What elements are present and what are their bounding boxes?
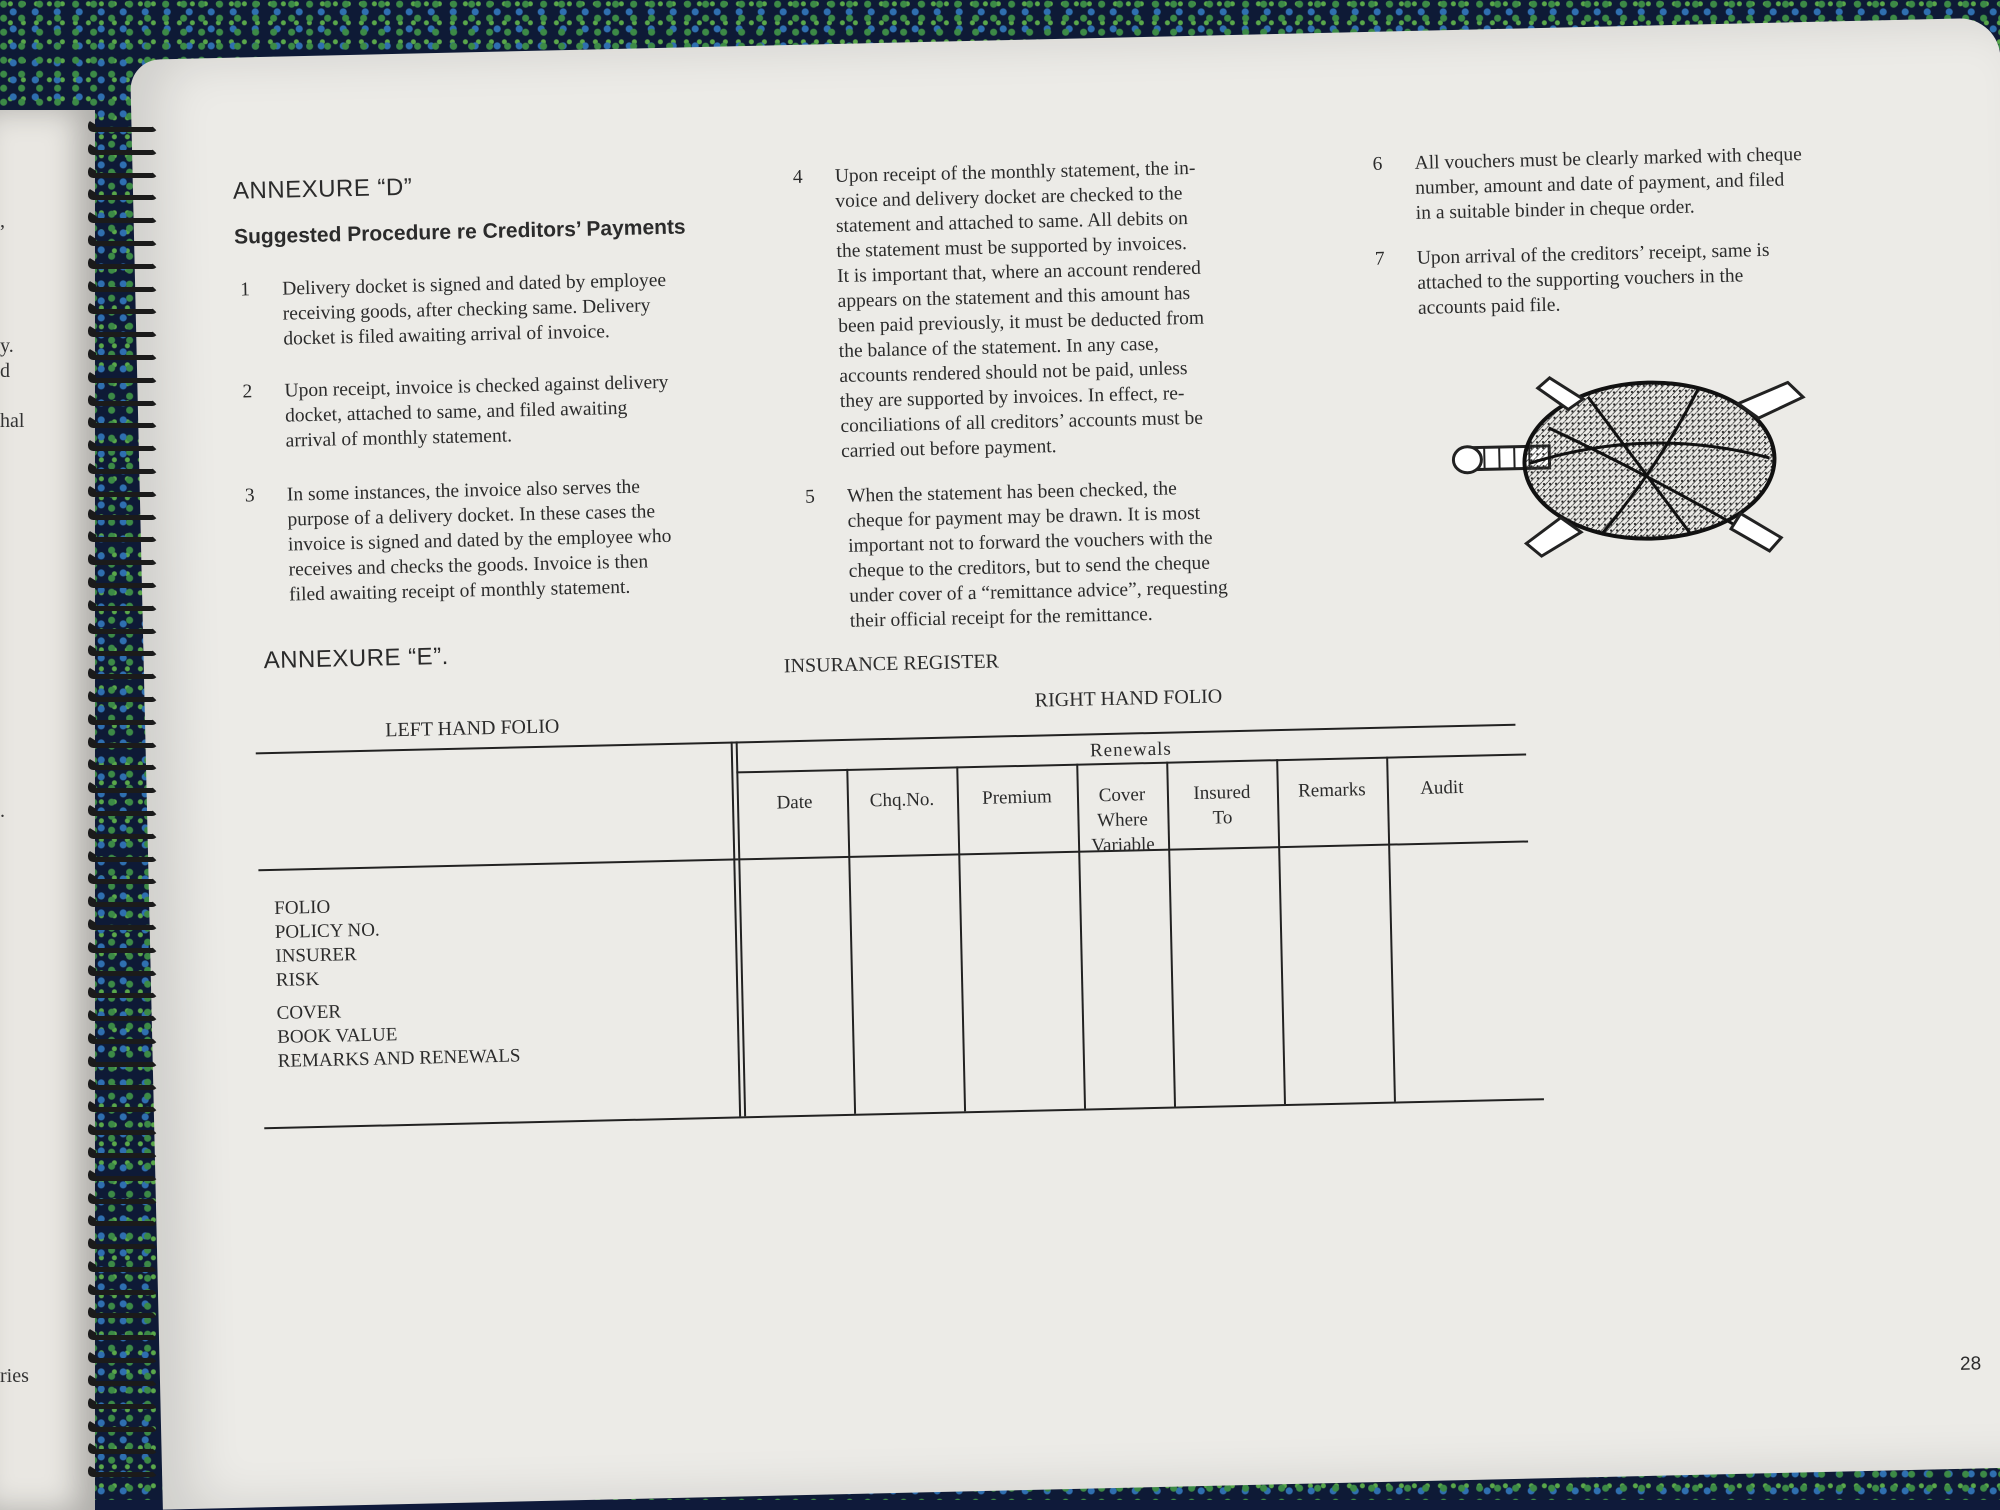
spiral-coil: [88, 1237, 158, 1249]
book-page: [130, 18, 2000, 1510]
column-divider: [1276, 759, 1286, 1104]
column-header-insured-to: [1167, 779, 1278, 831]
step-text-line: been paid previously, it must be deducted from: [838, 306, 1204, 339]
step-text-line: conciliations of all creditors’ accounts must be: [840, 406, 1206, 439]
spiral-coil: [88, 1328, 158, 1340]
spiral-coil: [88, 120, 158, 132]
step-text: [282, 268, 668, 352]
spiral-coil: [88, 941, 158, 953]
spiral-coil: [88, 895, 158, 907]
step-text-line: filed awaiting receipt of monthly statement.: [289, 574, 673, 608]
spiral-coil: [88, 781, 158, 793]
spiral-coil: [88, 1009, 158, 1021]
step-number: 3: [245, 483, 255, 508]
spiral-coil: [88, 872, 158, 884]
spiral-coil: [88, 599, 158, 611]
spiral-coil: [88, 690, 158, 702]
spiral-coil: [88, 166, 158, 178]
spiral-coil: [88, 1214, 158, 1226]
column-header-line: Cover: [1077, 782, 1168, 809]
step-number: 2: [242, 379, 252, 404]
procedure-step: [245, 471, 785, 483]
spiral-coil: [88, 325, 158, 337]
column-header-line: To: [1167, 804, 1278, 831]
spiral-coil: [88, 371, 158, 383]
column-header-remarks: [1277, 777, 1388, 804]
spiral-coil: [88, 1306, 158, 1318]
step-text-line: Upon receipt, invoice is checked against delivery: [284, 370, 668, 404]
left-folio-fields: [276, 996, 520, 1073]
spiral-coil: [88, 736, 158, 748]
column-header-line: Variable: [1078, 832, 1169, 859]
step-number: 4: [793, 165, 803, 190]
spiral-coil: [88, 1032, 158, 1044]
spiral-coil: [88, 758, 158, 770]
step-text-line: accounts rendered should not be paid, unless: [839, 356, 1205, 389]
step-text-line: attached to the supporting vouchers in the: [1417, 263, 1770, 296]
spiral-coil: [88, 348, 158, 360]
step-text-line: All vouchers must be clearly marked with cheque: [1414, 142, 1802, 176]
step-text-line: under cover of a “remittance advice”, requesting: [849, 575, 1228, 609]
step-text-line: docket, attached to same, and filed awaiting: [285, 395, 669, 429]
folio-field-label: FOLIO: [274, 895, 379, 921]
spiral-binding: [88, 120, 168, 1500]
annexure-d-title: ANNEXURE “D”: [233, 174, 413, 206]
step-number: 5: [805, 485, 815, 510]
spiral-coil: [88, 416, 158, 428]
step-text-line: Upon arrival of the creditors’ receipt, same is: [1417, 238, 1770, 271]
spiral-coil: [88, 1146, 158, 1158]
column-header-premium: [957, 784, 1078, 812]
spiral-coil: [88, 1192, 158, 1204]
spiral-coil: [88, 530, 158, 542]
step-text-line: receiving goods, after checking same. Delivery: [283, 293, 667, 327]
spiral-coil: [88, 485, 158, 497]
step-text-line: appears on the statement and this amount has: [837, 281, 1203, 314]
procedure-step: [242, 368, 762, 380]
column-header-chq-no: [847, 786, 958, 813]
column-header-line: Audit: [1387, 774, 1498, 801]
step-text-line: When the statement has been checked, the: [847, 475, 1226, 509]
spiral-coil: [88, 1442, 158, 1454]
spiral-coil: [88, 644, 158, 656]
facing-page-fragment: ,: [0, 210, 5, 233]
spiral-coil: [88, 1100, 158, 1112]
column-header-line: Where: [1077, 807, 1168, 834]
step-text-line: accounts paid file.: [1418, 288, 1771, 321]
step-text: [1414, 142, 1803, 226]
step-text-line: docket is filed awaiting arrival of invoice.: [283, 318, 667, 352]
spiral-coil: [88, 1123, 158, 1135]
left-folio-rule: [258, 858, 738, 871]
spiral-coil: [88, 1420, 158, 1432]
spiral-coil: [88, 918, 158, 930]
step-text-line: the balance of the statement. In any case,: [839, 331, 1205, 364]
annexure-d-subtitle: Suggested Procedure re Creditors’ Payments: [234, 215, 686, 249]
spiral-coil: [88, 1374, 158, 1386]
renewals-label: Renewals: [736, 729, 1526, 772]
facing-page-fragment: .: [0, 800, 5, 823]
step-text-line: cheque to the creditors, but to send the cheque: [849, 550, 1228, 584]
spiral-coil: [88, 257, 158, 269]
step-text-line: Upon receipt of the monthly statement, the in-: [835, 156, 1201, 189]
step-text-line: their official receipt for the remittance.: [850, 600, 1229, 634]
spiral-coil: [88, 553, 158, 565]
spiral-coil: [88, 986, 158, 998]
step-text-line: the statement must be supported by invoices.: [836, 231, 1202, 264]
step-text-line: carried out before payment.: [841, 431, 1207, 464]
spiral-coil: [88, 713, 158, 725]
step-text-line: important not to forward the vouchers with the: [848, 525, 1227, 559]
spiral-coil: [88, 804, 158, 816]
folio-field-label: INSURER: [275, 943, 380, 969]
procedure-step: [1372, 140, 1912, 152]
spiral-coil: [88, 1397, 158, 1409]
procedure-step: [240, 266, 760, 278]
column-header-line: Chq.No.: [847, 786, 958, 813]
procedure-step: [793, 153, 1333, 165]
step-text-line: number, amount and date of payment, and filed: [1415, 167, 1803, 201]
right-hand-folio-label: RIGHT HAND FOLIO: [1035, 685, 1223, 712]
facing-page-fragment: ries: [0, 1365, 29, 1388]
column-header-line: Date: [742, 789, 848, 816]
spiral-coil: [88, 1260, 158, 1272]
facing-page-edge: [0, 110, 95, 1510]
step-text-line: in a suitable binder in cheque order.: [1416, 192, 1804, 226]
column-header-line: Insured: [1167, 779, 1278, 806]
spiral-coil: [88, 302, 158, 314]
spiral-coil: [88, 622, 158, 634]
spiral-coil: [88, 234, 158, 246]
folio-field-label: COVER: [276, 996, 519, 1026]
folio-field-label: REMARKS AND RENEWALS: [277, 1044, 520, 1074]
column-divider: [1386, 757, 1396, 1102]
column-divider: [956, 766, 966, 1111]
step-text: [284, 370, 670, 454]
spiral-coil: [88, 1078, 158, 1090]
step-text: [287, 474, 673, 608]
folio-field-label: BOOK VALUE: [277, 1020, 520, 1050]
step-number: 6: [1372, 152, 1382, 177]
spiral-coil: [88, 576, 158, 588]
column-header-cover-where-variable: [1077, 782, 1169, 859]
facing-page-fragment: d: [0, 360, 10, 383]
annexure-e-title: ANNEXURE “E”.: [263, 643, 449, 675]
step-text-line: In some instances, the invoice also serves the: [287, 474, 671, 508]
spiral-coil: [88, 1169, 158, 1181]
step-text: [835, 156, 1208, 464]
left-folio-fields: [274, 895, 381, 993]
step-text-line: they are supported by invoices. In effect, re-: [840, 381, 1206, 414]
folio-field-label: RISK: [276, 967, 381, 993]
step-text-line: arrival of monthly statement.: [285, 420, 669, 454]
column-divider: [846, 769, 856, 1114]
step-text: [847, 475, 1229, 634]
spiral-coil: [88, 1283, 158, 1295]
step-text-line: Delivery docket is signed and dated by employee: [282, 268, 666, 302]
spiral-coil: [88, 827, 158, 839]
spiral-coil: [88, 143, 158, 155]
step-text-line: purpose of a delivery docket. In these cases the: [287, 499, 671, 533]
step-number: 1: [240, 277, 250, 302]
column-header-audit: [1387, 774, 1498, 801]
spiral-coil: [88, 850, 158, 862]
spiral-coil: [88, 1055, 158, 1067]
step-text-line: receives and checks the goods. Invoice is then: [288, 549, 672, 583]
folio-field-label: POLICY NO.: [275, 919, 380, 945]
spiral-coil: [88, 1351, 158, 1363]
step-text-line: voice and delivery docket are checked to the: [835, 181, 1201, 214]
step-text: [1417, 238, 1771, 321]
spiral-coil: [88, 394, 158, 406]
facing-page-fragment: hal: [0, 410, 24, 433]
step-text-line: It is important that, where an account rendered: [837, 256, 1203, 289]
spiral-coil: [88, 667, 158, 679]
insurance-register-title: INSURANCE REGISTER: [784, 650, 999, 678]
column-header-line: Premium: [957, 784, 1078, 812]
step-text-line: statement and attached to same. All debits on: [836, 206, 1202, 239]
turtle-illustration: [1437, 361, 1841, 570]
spiral-coil: [88, 188, 158, 200]
spiral-coil: [88, 964, 158, 976]
spiral-coil: [88, 508, 158, 520]
facing-page-fragment: y.: [0, 335, 14, 358]
spiral-coil: [88, 462, 158, 474]
left-hand-folio-label: LEFT HAND FOLIO: [385, 715, 560, 742]
spiral-coil: [88, 1465, 158, 1477]
step-number: 7: [1375, 247, 1385, 272]
spiral-coil: [88, 211, 158, 223]
page-number: 28: [1960, 1353, 1982, 1375]
step-text-line: cheque for payment may be drawn. It is most: [847, 500, 1226, 534]
procedure-step: [805, 473, 1345, 485]
procedure-step: [1375, 235, 1915, 247]
spiral-coil: [88, 280, 158, 292]
column-header-date: [742, 789, 848, 816]
spiral-coil: [88, 439, 158, 451]
step-text-line: invoice is signed and dated by the employee who: [288, 524, 672, 558]
register-bottom-rule: [264, 1098, 1544, 1129]
column-header-line: Remarks: [1277, 777, 1388, 804]
